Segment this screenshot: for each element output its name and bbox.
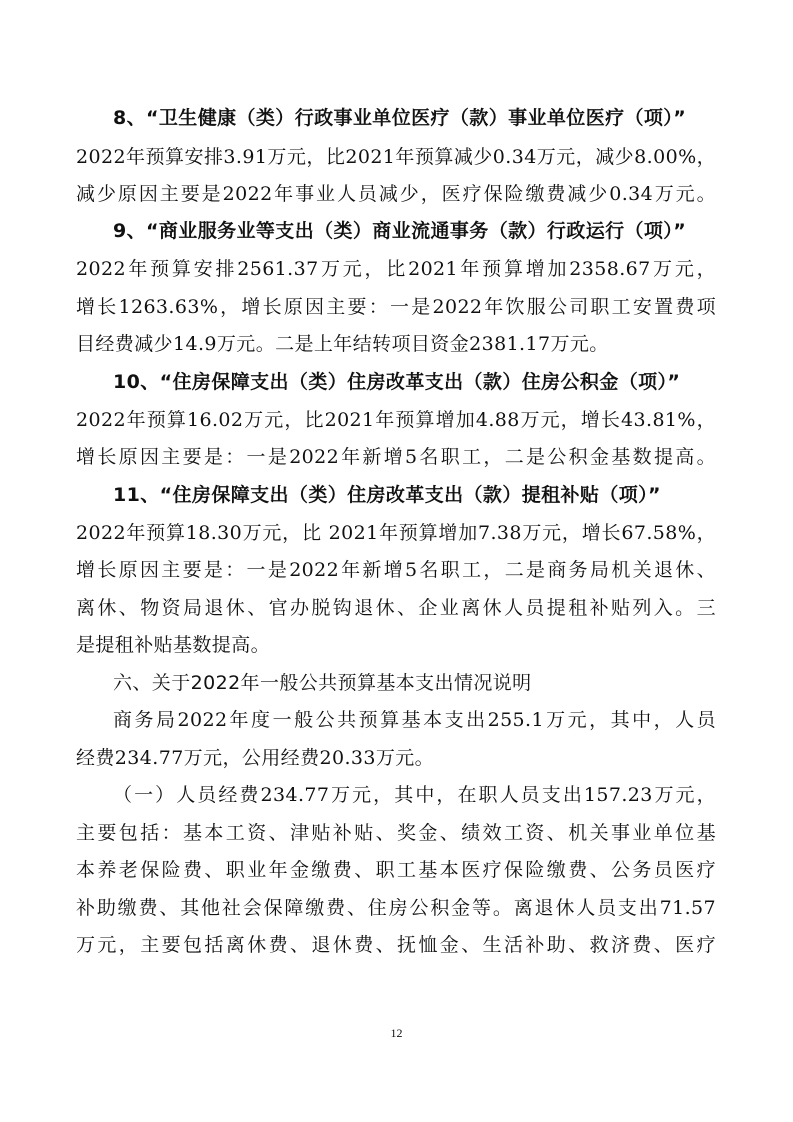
section-6-title: 六、关于2022年一般公共预算基本支出情况说明	[113, 672, 532, 694]
section-6-para-2-line-2: 主要包括：基本工资、津贴补贴、奖金、绩效工资、机关事业单位基	[76, 822, 716, 844]
section-8-heading: 8、“卫生健康（类）行政事业单位医疗（款）事业单位医疗（项）”	[113, 107, 687, 129]
section-10-heading: 10、“住房保障支出（类）住房改革支出（款）住房公积金（项）”	[113, 371, 681, 393]
section-11-line-2: 增长原因主要是：一是2022年新增5名职工，二是商务局机关退休、	[76, 559, 716, 581]
section-9-line-3: 目经费减少14.9万元。二是上年结转项目资金2381.17万元。	[76, 333, 609, 355]
section-6-para-2-line-5: 万元，主要包括离休费、退休费、抚恤金、生活补助、救济费、医疗	[76, 934, 716, 956]
section-6-para-2-line-4: 补助缴费、其他社会保障缴费、住房公积金等。离退休人员支出71.57	[76, 897, 716, 919]
section-6-para-2-line-1: （一）人员经费234.77万元，其中，在职人员支出157.23万元，	[113, 784, 716, 806]
section-10-line-2: 增长原因主要是：一是2022年新增5名职工，二是公积金基数提高。	[76, 446, 716, 468]
section-8-line-2: 减少原因主要是2022年事业人员减少，医疗保险缴费减少0.34万元。	[76, 183, 716, 205]
section-9-heading: 9、“商业服务业等支出（类）商业流通事务（款）行政运行（项）”	[113, 220, 687, 242]
section-10-line-1: 2022年预算16.02万元，比2021年预算增加4.88万元，增长43.81%，	[76, 409, 716, 431]
section-6-para-1-line-1: 商务局2022年度一般公共预算基本支出255.1万元，其中，人员	[113, 709, 716, 731]
section-11-heading: 11、“住房保障支出（类）住房改革支出（款）提租补贴（项）”	[113, 484, 661, 506]
section-11-line-4: 是提租补贴基数提高。	[76, 634, 271, 656]
page-number: 12	[390, 1026, 403, 1040]
section-6-para-1-line-2: 经费234.77万元，公用经费20.33万元。	[76, 747, 435, 769]
section-8-line-1: 2022年预算安排3.91万元，比2021年预算减少0.34万元，减少8.00%，	[76, 146, 716, 168]
section-11-line-3: 离休、物资局退休、官办脱钩退休、企业离休人员提租补贴列入。三	[76, 597, 716, 619]
section-6-para-2-line-3: 本养老保险费、职业年金缴费、职工基本医疗保险缴费、公务员医疗	[76, 859, 716, 881]
section-9-line-1: 2022年预算安排2561.37万元，比2021年预算增加2358.67万元，	[76, 258, 716, 280]
section-9-line-2: 增长1263.63%，增长原因主要：一是2022年饮服公司职工安置费项	[76, 296, 716, 318]
section-11-line-1: 2022年预算18.30万元，比 2021年预算增加7.38万元，增长67.58%，	[76, 522, 716, 544]
